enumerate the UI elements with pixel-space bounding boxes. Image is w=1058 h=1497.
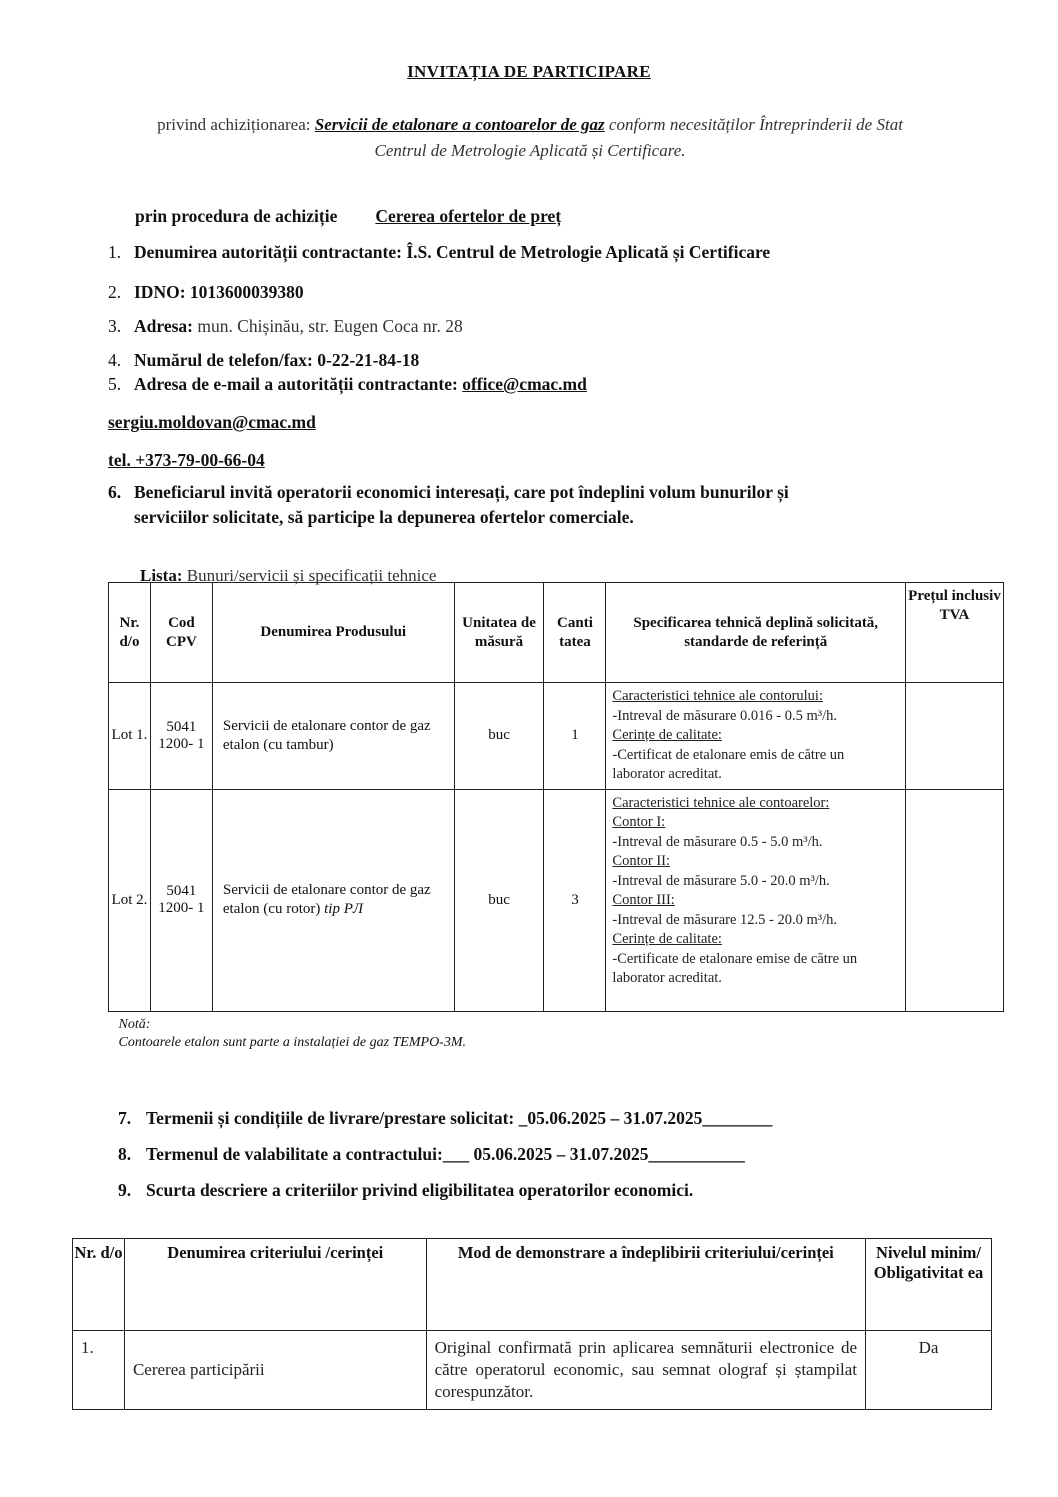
telephone[interactable] (108, 450, 265, 471)
item-label: Denumirea autorității contractante: (134, 242, 407, 262)
item-number: 5. (108, 374, 122, 394)
term-number: 9. (118, 1180, 132, 1200)
note-row (109, 1011, 1004, 1065)
procedure-value: Cererea ofertelor de preț (375, 206, 562, 226)
item-number: 4. (108, 350, 122, 370)
lot-number: Lot 2. (109, 789, 151, 1011)
item-6-line-1: Beneficiarul invită operatorii economici interesați, care pot îndeplini volum bunurilor și (134, 482, 789, 502)
product-name-type: tip PЛ (324, 901, 364, 917)
eligibility-criteria-table (72, 1238, 992, 1410)
unit: buc (454, 789, 544, 1011)
table-row (109, 683, 1004, 790)
term-label: Scurta descriere a criteriilor privind eligibilitatea operatorilor economici. (146, 1180, 694, 1200)
table-note (109, 1011, 1004, 1065)
spec-line: -Intreval de măsurare 0.5 - 5.0 m³/h. (612, 833, 823, 850)
column-header: Nr. d/o (73, 1239, 125, 1331)
column-header: Prețul inclusiv TVA (906, 583, 1004, 683)
term-9 (118, 1180, 693, 1201)
spec-line: Contor II: (612, 853, 671, 869)
column-header: Mod de demonstrare a îndeplibirii criteriului/cerinței (426, 1239, 865, 1331)
spec-line: -Certificat de etalonare emis de către un laborator acreditat. (612, 746, 845, 782)
subject-emphasis: Servicii de etalonare a contoarelor de gaz (314, 115, 605, 134)
procedure-line (135, 206, 561, 227)
term-number: 7. (118, 1108, 132, 1128)
telephone-link[interactable]: tel. +373-79-00-66-04 (108, 450, 265, 470)
item-6 (108, 480, 973, 530)
column-header: Specificarea tehnică deplină solicitată, standarde de referință (606, 583, 906, 683)
procurement-subject (130, 112, 930, 164)
item-number: 6. (108, 482, 122, 502)
list-label: Lista: (140, 566, 183, 585)
column-header: Nr. d/o (109, 583, 151, 683)
quantity: 3 (544, 789, 606, 1011)
item-5 (108, 374, 587, 395)
cpv-code: 5041 1200- 1 (150, 683, 212, 790)
item-number: 1. (108, 242, 122, 262)
spec-line: Cerințe de calitate: (612, 727, 722, 743)
spec-line: Contor III: (612, 892, 675, 908)
term-number: 8. (118, 1144, 132, 1164)
criterion-mode: Original confirmată prin aplicarea semnăturii electronice de către operatorul economic, sau semnat olograf și ștampilat corespunzător. (426, 1331, 865, 1410)
subject-suffix: conform necesităților Întreprinderii de Stat Centrul de Metrologie Aplicată și Certificare. (374, 115, 903, 160)
spec-line: Caracteristici tehnice ale contoarelor: (612, 794, 830, 811)
spec-line: -Intreval de măsurare 0.016 - 0.5 m³/h. (612, 707, 838, 724)
table-row (73, 1331, 992, 1410)
email-link[interactable]: office@cmac.md (462, 374, 587, 394)
spec-line: Contor I: (612, 814, 666, 830)
quantity: 1 (544, 683, 606, 790)
item-6-line-2: serviciilor solicitate, să participe la depunerea ofertelor comerciale. (134, 507, 634, 527)
column-header: Nivelul minim/ Obligativitat ea (866, 1239, 992, 1331)
column-header: Denumirea criteriului /cerinței (124, 1239, 426, 1331)
spec-line: Caracteristici tehnice ale contorului: (612, 688, 823, 704)
procedure-label: prin procedura de achiziție (135, 206, 338, 226)
note-label: Notă: (118, 1016, 151, 1032)
item-value: 1013600039380 (189, 282, 304, 302)
item-label: Adresa: (134, 316, 198, 336)
item-label: Adresa de e-mail a autorității contractante: (134, 374, 463, 394)
lot-number: Lot 1. (109, 683, 151, 790)
spec-line: -Certificate de etalonare emise de către un laborator acreditat. (612, 950, 858, 986)
cpv-code: 5041 1200- 1 (150, 789, 212, 1011)
spec-line: Cerințe de calitate: (612, 931, 722, 947)
email-secondary-link[interactable]: sergiu.moldovan@cmac.md (108, 412, 316, 432)
column-header: Cod CPV (150, 583, 212, 683)
column-header: Canti tatea (544, 583, 606, 683)
item-1 (108, 242, 770, 263)
criterion-level: Da (866, 1331, 992, 1410)
goods-services-table (108, 582, 1004, 1065)
product-name (212, 789, 454, 1011)
item-3 (108, 316, 463, 337)
document-title: INVITAȚIA DE PARTICIPARE (407, 62, 651, 81)
product-name: Servicii de etalonare contor de gaz etalon (cu tambur) (212, 683, 454, 790)
criterion-name: Cererea participării (124, 1331, 426, 1410)
spec-line: -Intreval de măsurare 5.0 - 20.0 m³/h. (612, 872, 830, 889)
list-value: Bunuri/servicii și specificații tehnice (182, 566, 437, 585)
item-number: 3. (108, 316, 122, 336)
item-2 (108, 282, 304, 303)
item-4 (108, 350, 419, 371)
item-label: IDNO: (134, 282, 190, 302)
price-cell (906, 789, 1004, 1011)
criterion-number: 1. (73, 1331, 125, 1410)
term-label: Termenul de valabilitate a contractului: (146, 1144, 443, 1164)
note-text: Contoarele etalon sunt parte a instalației de gaz TEMPO-3M. (118, 1034, 467, 1050)
email-secondary[interactable] (108, 412, 316, 433)
term-8 (118, 1144, 745, 1165)
item-value: mun. Chișinău, str. Eugen Coca nr. 28 (197, 316, 463, 336)
subject-prefix: privind achiziționarea: (157, 115, 315, 134)
item-label: Numărul de telefon/fax: (134, 350, 318, 370)
technical-spec (606, 789, 906, 1011)
price-cell (906, 683, 1004, 790)
item-value: 0-22-21-84-18 (317, 350, 420, 370)
item-value: Î.S. Centrul de Metrologie Aplicată și Certificare (406, 242, 771, 262)
product-name-main: Servicii de etalonare contor de gaz etalon (cu rotor) (222, 882, 431, 917)
table-row (109, 789, 1004, 1011)
technical-spec (606, 683, 906, 790)
unit: buc (454, 683, 544, 790)
column-header: Denumirea Produsului (212, 583, 454, 683)
table-header-row (109, 583, 1004, 683)
term-value: ___ 05.06.2025 – 31.07.2025___________ (442, 1144, 745, 1164)
term-7 (118, 1108, 772, 1129)
spec-line: -Intreval de măsurare 12.5 - 20.0 m³/h. (612, 911, 838, 928)
term-label: Termenii și condițiile de livrare/prestare solicitat: (146, 1108, 519, 1128)
table-header-row (73, 1239, 992, 1331)
column-header: Unitatea de măsură (454, 583, 544, 683)
term-value: _05.06.2025 – 31.07.2025________ (518, 1108, 773, 1128)
item-number: 2. (108, 282, 122, 302)
